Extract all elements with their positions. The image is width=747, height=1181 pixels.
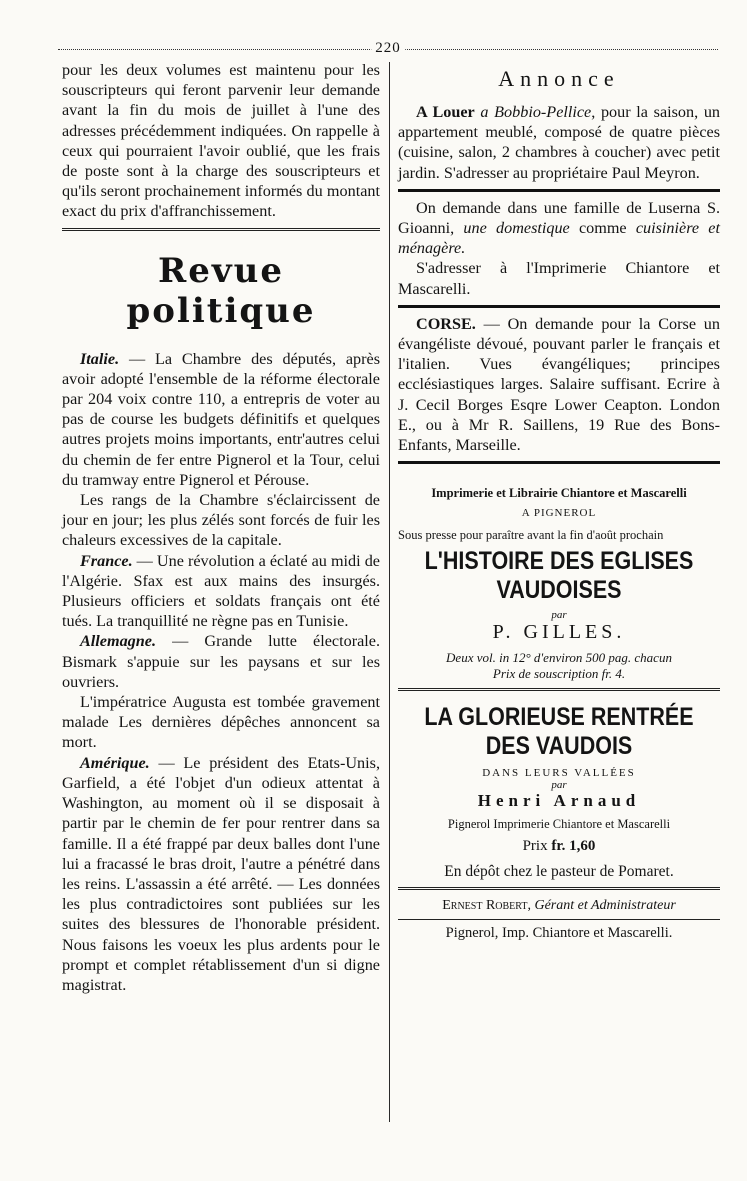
printer-city: A PIGNEROL bbox=[521, 507, 597, 520]
news-france: France. — Une révolution a éclaté au midi de l'Algérie. Sfax est aux mains des insurgés. Plusieurs officiers et soldats français ont été tués. La tranquillité ne règne pas en Tunisie. bbox=[62, 551, 380, 631]
news-amerique: Amérique. — Le président des Etats-Unis, Garfield, a été l'objet d'un odieux attentat à Washington, au moment où il se disposait à partir par le chemin de fer pour rentrer dans sa famille. Il a été frappé par deux balles dont l'une lui a fracassé le bras droit, l'autre a pénétré dans les reins. L'assassin a été arrêté. — Les données les plus contradictoires sont publiées sur les suites des blessures de l'honorable président. Nous faisons les voeux les plus ardents pour le prompt et complet rétablissement d'un si digne magistrat. bbox=[62, 753, 380, 994]
double-rule bbox=[398, 688, 720, 691]
book2-depot: En dépôt chez le pasteur de Pomaret. bbox=[444, 863, 674, 881]
book2-author: Henri Arnaud bbox=[477, 791, 641, 811]
ad-corse: CORSE. — On demande pour la Corse un évangéliste dévoué, pouvant parler le français et l'italien. Vues évangéliques; principes ecclésiastiques larges. Salaire suffisant. Ecrire à J. Cecil Borges Esqre Lower Ceapton. London E., ou à Mr R. Saillens, 19 Rue des Bons-Enfants, Marseille. bbox=[398, 314, 720, 455]
double-rule bbox=[62, 228, 380, 231]
page-header bbox=[58, 40, 718, 58]
footer-imprint: Pignerol, Imp. Chiantore et Mascarelli. bbox=[445, 925, 673, 942]
book1-par: par bbox=[551, 609, 567, 622]
country-label: France. bbox=[80, 551, 133, 570]
country-label: Amérique. bbox=[80, 753, 150, 772]
printer-line: Imprimerie et Librairie Chiantore et Mascarelli bbox=[431, 486, 687, 501]
book1-details1: Deux vol. in 12° d'environ 500 pag. chacun bbox=[446, 650, 672, 666]
news-italie: Italie. — La Chambre des députés, après avoir adopté l'ensemble de la réforme électorale par 204 voix contre 110, a entrepris de voter au pas de course les budgets définitifs et quelques autres projets moins importants, entr'autres celui du chemin de fer entre Pignerol et la Tour, celui du tramway entre Pignerol et Pérouse. bbox=[62, 349, 380, 489]
news-allemagne: Allemagne. — Grande lutte électorale. Bismark s'appuie sur les paysans et sur les ouvriers. bbox=[62, 632, 380, 691]
country-label: Allemagne. bbox=[80, 632, 156, 651]
thin-rule bbox=[398, 919, 720, 920]
book2-par: par bbox=[551, 779, 567, 792]
country-label: Italie. bbox=[80, 349, 120, 368]
column-divider bbox=[389, 62, 390, 1122]
section-title: Revue politique bbox=[126, 250, 316, 331]
continuation-text: pour les deux volumes est maintenu pour les souscripteurs qui feront parvenir leur demande avant la fin du mois de juillet à l'une des adresses précédemment indiquées. On rappelle à ceux qui pourraient l'avoir oublié, que les frais de poste sont à la charge des souscripteurs et qu'ils seront prochainement informés du montant exact du prix d'affranchissement. bbox=[62, 61, 380, 221]
book2-title: LA GLORIEUSE RENTRÉE DES VAUDOIS bbox=[424, 703, 694, 761]
news-allemagne-cont: L'impératrice Augusta est tombée gravement malade Les dernières dépêches annoncent sa mort. bbox=[62, 693, 380, 752]
news-italie-cont: Les rangs de la Chambre s'éclaircissent de jour en jour; les plus zélés sont forcés de fuir les chaleurs excessives de la capitale. bbox=[62, 491, 380, 550]
page-number: 220 bbox=[371, 40, 405, 57]
press-note: Sous presse pour paraître avant la fin d'août prochain bbox=[398, 528, 664, 543]
ad-domestique-contact: S'adresser à l'Imprimerie Chiantore et Mascarelli. bbox=[398, 259, 720, 298]
book2-price: Prix fr. 1,60 bbox=[522, 838, 596, 855]
annonce-title: Annonce bbox=[498, 66, 620, 91]
right-column bbox=[398, 60, 720, 942]
thick-rule bbox=[398, 189, 720, 192]
thick-rule bbox=[398, 461, 720, 464]
left-column bbox=[62, 60, 380, 995]
book1-details2: Prix de souscription fr. 4. bbox=[492, 666, 626, 682]
double-rule bbox=[398, 887, 720, 890]
book1-author: P. GILLES. bbox=[492, 621, 626, 644]
book2-printer: Pignerol Imprimerie Chiantore et Mascarelli bbox=[447, 817, 671, 832]
thick-rule bbox=[398, 305, 720, 308]
ad-louer: A Louer a Bobbio-Pellice, pour la saison, un appartement meublé, composé de quatre pièces (cuisine, salon, 2 chambres à coucher) avec petit jardin. S'adresser au propriétaire Paul Meyron. bbox=[398, 103, 721, 182]
book2-subtitle: DANS LEURS VALLÉES bbox=[482, 767, 636, 780]
book1-title: L'HISTOIRE DES EGLISES VAUDOISES bbox=[424, 547, 694, 605]
footer-manager: Ernest Robert, Gérant et Administrateur bbox=[442, 898, 676, 914]
ad-domestique: On demande dans une famille de Luserna S. Gioanni, une domestique comme cuisinière et ménagère. bbox=[398, 198, 720, 258]
